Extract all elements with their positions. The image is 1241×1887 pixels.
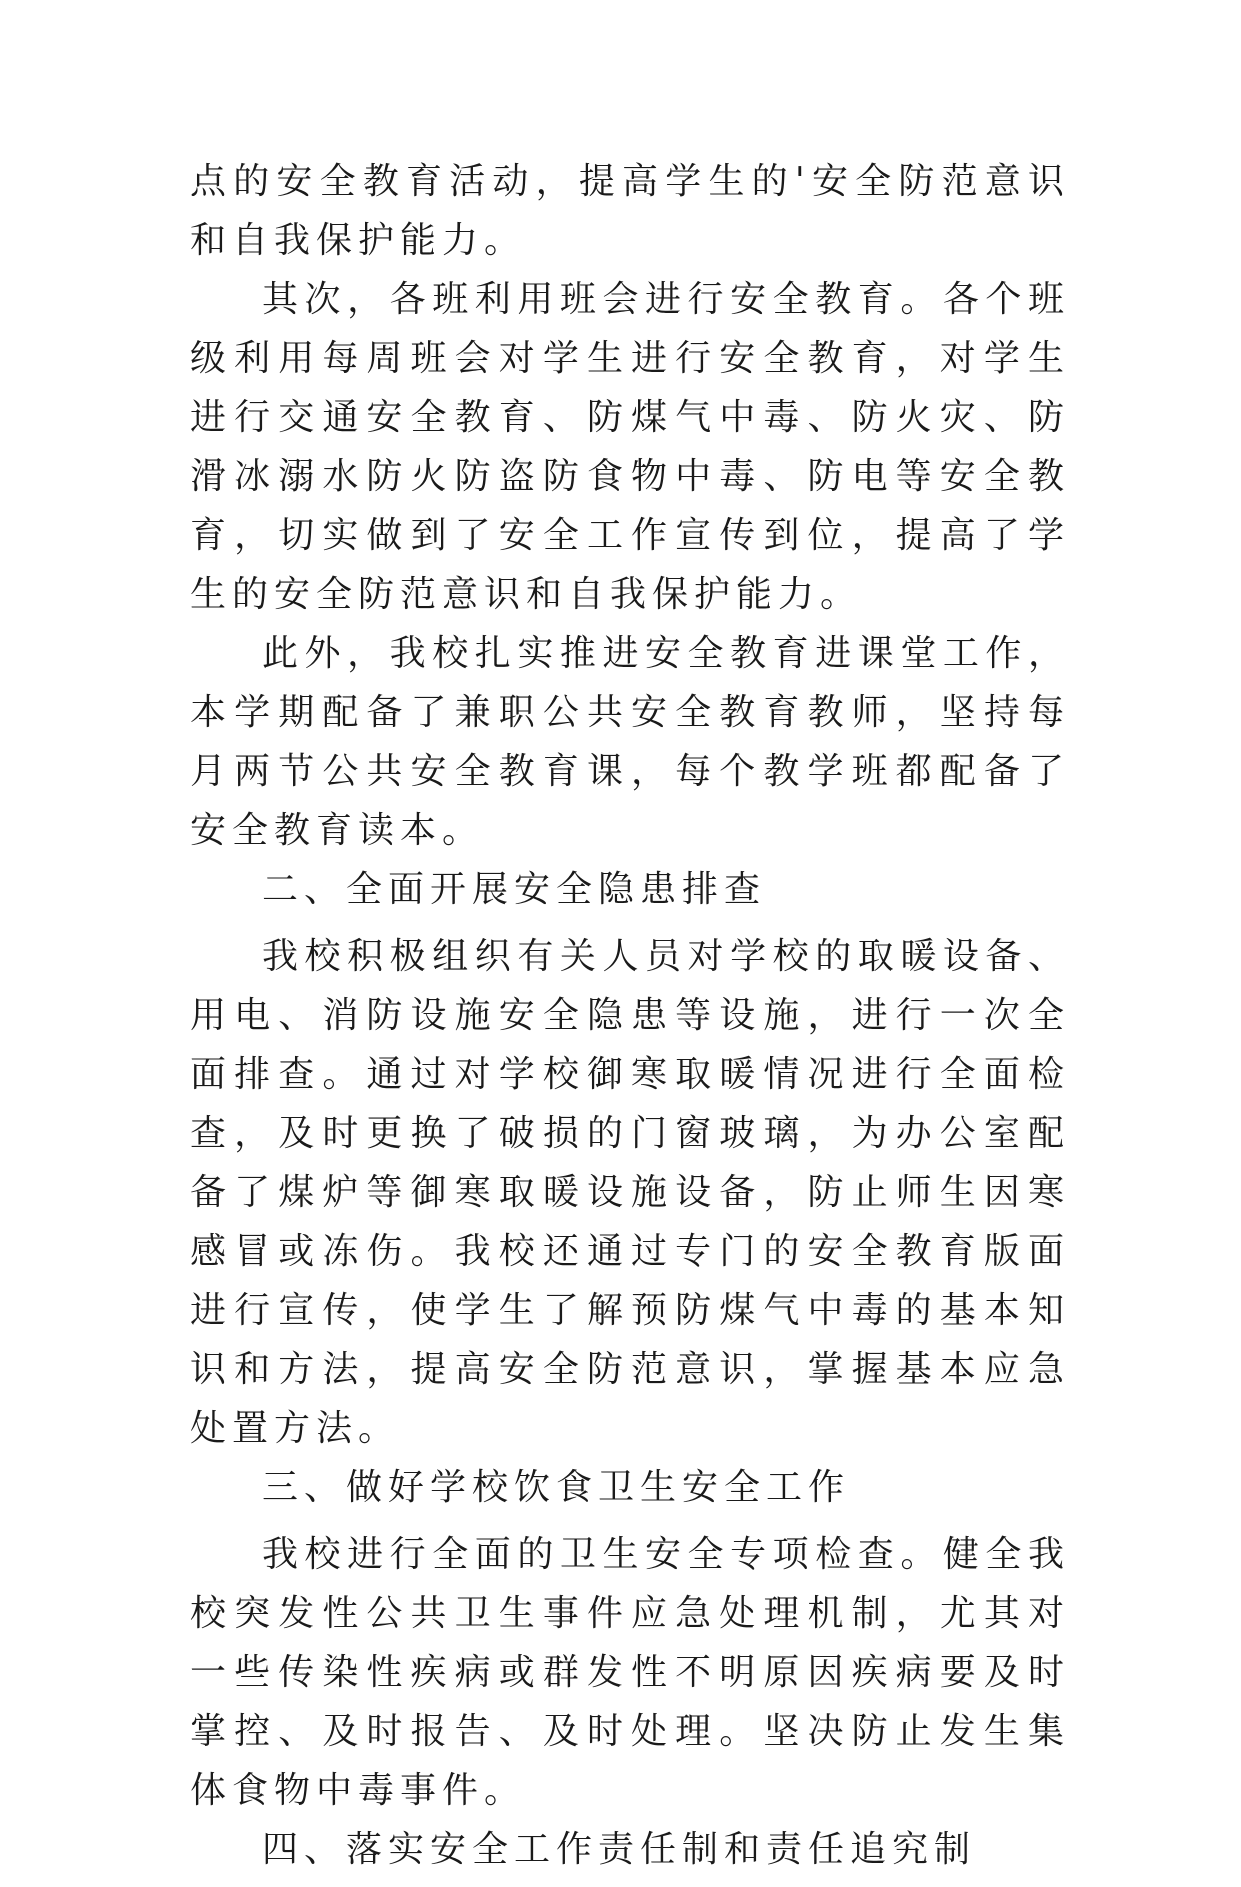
paragraph-hazard-inspection: 我校积极组织有关人员对学校的取暖设备、用电、消防设施安全隐患等设施，进行一次全面排查。通过对学校御寒取暖情况进行全面检查，及时更换了破损的门窗玻璃，为办公室配备了煤炉等御寒取暖设施设备，防止师生因寒感冒或冻伤。我校还通过专门的安全教育版面进行宣传，使学生了解预防煤气中毒的基本知识和方法，提高安全防范意识，掌握基本应急处置方法。 bbox=[190, 936, 1070, 1449]
document-body bbox=[190, 152, 1070, 1887]
paragraph-class-meeting-education: 其次，各班利用班会进行安全教育。各个班级利用每周班会对学生进行安全教育，对学生进行交通安全教育、防煤气中毒、防火灾、防滑冰溺水防火防盗防食物中毒、防电等安全教育，切实做到了安全工作宣传到位，提高了学生的安全防范意识和自我保护能力。 bbox=[190, 279, 1070, 615]
paragraph-classroom-education: 此外，我校扎实推进安全教育进课堂工作，本学期配备了兼职公共安全教育教师，坚持每月两节公共安全教育课，每个教学班都配备了安全教育读本。 bbox=[190, 633, 1070, 851]
paragraph-food-hygiene: 我校进行全面的卫生安全专项检查。健全我校突发性公共卫生事件应急处理机制，尤其对一些传染性疾病或群发性不明原因疾病要及时掌控、及时报告、及时处理。坚决防止发生集体食物中毒事件。 bbox=[190, 1534, 1070, 1811]
section-heading-2: 二、全面开展安全隐患排查 bbox=[262, 869, 767, 910]
section-heading-3: 三、做好学校饮食卫生安全工作 bbox=[262, 1467, 851, 1508]
paragraph-continuation: 点的安全教育活动，提高学生的'安全防范意识和自我保护能力。 bbox=[190, 161, 1070, 261]
section-heading-4: 四、落实安全工作责任制和责任追究制 bbox=[262, 1829, 977, 1870]
